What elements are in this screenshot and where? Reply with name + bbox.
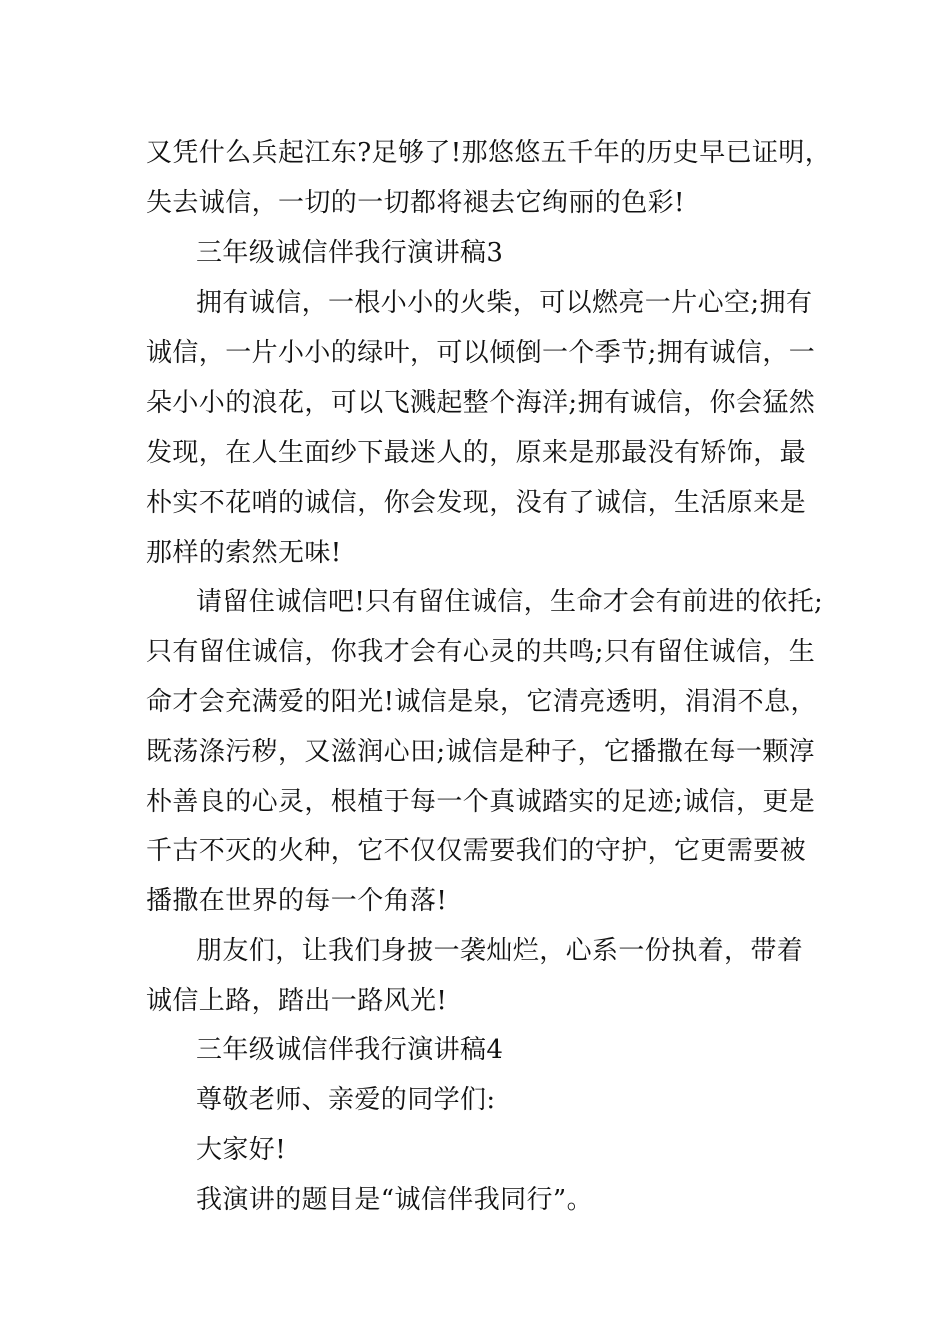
body-text-line: 发现，在人生面纱下最迷人的，原来是那最没有矫饰，最 (146, 438, 807, 468)
body-text-line: 命才会充满爱的阳光!诚信是泉，它清亮透明，涓涓不息， (146, 687, 817, 717)
body-text-line: 请留住诚信吧!只有留住诚信，生命才会有前进的依托; (196, 587, 824, 617)
body-text-line: 播撒在世界的每一个角落! (146, 886, 448, 916)
body-text-line: 既荡涤污秽，又滋润心田;诚信是种子，它播撒在每一颗淳 (146, 737, 816, 767)
body-text-line: 只有留住诚信，你我才会有心灵的共鸣;只有留住诚信，生 (146, 637, 816, 667)
body-text-line: 千古不灭的火种，它不仅仅需要我们的守护，它更需要被 (146, 836, 807, 866)
body-text-line: 朴实不花哨的诚信，你会发现，没有了诚信，生活原来是 (146, 488, 807, 518)
body-text-line: 诚信上路，踏出一路风光! (146, 986, 448, 1016)
body-text-line: 朵小小的浪花，可以飞溅起整个海洋;拥有诚信，你会猛然 (146, 388, 816, 418)
body-text-line: 诚信，一片小小的绿叶，可以倾倒一个季节;拥有诚信，一 (146, 338, 816, 368)
body-text-line: 朴善良的心灵，根植于每一个真诚踏实的足迹;诚信，更是 (146, 787, 816, 817)
body-text-line: 又凭什么兵起江东?足够了!那悠悠五千年的历史早已证明， (146, 138, 832, 168)
body-text-line: 我演讲的题目是“诚信伴我同行”。 (196, 1185, 593, 1215)
greeting: 大家好! (196, 1135, 287, 1165)
body-text-line: 失去诚信，一切的一切都将褪去它绚丽的色彩! (146, 188, 685, 218)
body-text-line: 朋友们，让我们身披一袭灿烂，心系一份执着，带着 (196, 936, 804, 966)
body-text-line: 拥有诚信，一根小小的火柴，可以燃亮一片心空;拥有 (196, 288, 813, 318)
section-heading: 三年级诚信伴我行演讲稿3 (196, 238, 504, 268)
body-text-line: 那样的索然无味! (146, 538, 342, 568)
section-heading: 三年级诚信伴我行演讲稿4 (196, 1035, 504, 1065)
salutation: 尊敬老师、亲爱的同学们: (196, 1085, 496, 1115)
